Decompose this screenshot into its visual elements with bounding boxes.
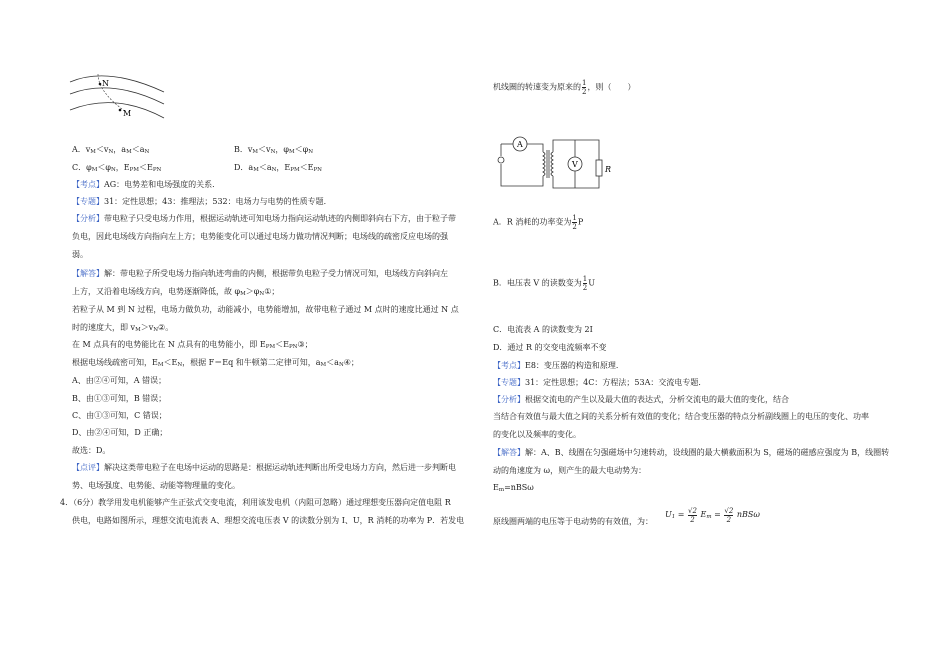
jieda-line-10: D、由②④可知，D 正确； [72,428,168,437]
voltmeter-label: V [572,160,578,169]
jieda-line-9: C、由①③可知，C 错误； [72,411,167,420]
jieda-line-11: 故选：D。 [72,446,111,455]
jieda-right-line-1: 【解答】解：A、B、线圈在匀强磁场中匀速转动，设线圈的最大横截面积为 S，磁场的磁感应强度为 B，线圈转 [493,448,890,457]
option-a: A．$v_M<v_N$，$a_M<a_N$ [72,145,150,155]
zhuanti-line: 【专题】31：定性思想；43：推理法；532：电场力与电势的性质专题． [72,197,332,206]
ammeter-label: A [517,140,523,149]
jieda-right-line-2: 动的角速度为 ω，则产生的最大电动势为： [493,466,647,475]
option-c-right: C．电流表 A 的读数变为 2I [493,325,593,334]
jieda-line-2: 上方，又沿着电场线方向，电势逐渐降低，故 $\varphi_M>\varphi_N①$； [72,287,280,297]
option-b: B．$v_M<v_N$，$\varphi_M<\varphi_N$ [234,145,314,155]
option-d-right: D．通过 R 的交变电流频率不变 [493,343,607,352]
question-4-line-1: 4．（6分）教学用发电机能够产生正弦式交变电流，利用该发电机（内阻可忽略）通过理想变压器向定值电阻 R [60,498,451,507]
kaodian-line: 【考点】AG：电势差和电场强度的关系． [72,180,221,189]
jieda-line-4: 时的速度大，即 $v_M>v_N②$。 [72,323,174,333]
effective-voltage-formula: $U_1$ = $\frac{√2}{2}$ $E_m$ = $\frac{√2}{2}$ nBSω [665,506,760,524]
jieda-right-line-3: $E_m=nBS\omega$ [493,483,534,493]
jieda-right-line-4: 原线圈两端的电压等于电动势的有效值，为： [493,517,653,526]
fenxi-line-1: 【分析】带电粒子只受电场力作用，根据运动轨迹可知电场力指向运动轨迹的内侧即斜向右下方，由于粒子带 [72,214,456,223]
jieda-line-7: A、由②④可知，A 错误； [72,376,167,385]
dianping-line-1: 【点评】解决这类带电粒子在电场中运动的思路是：根据运动轨迹判断出所受电场力方向，然后进一步判断电 [72,463,456,472]
kaodian-right: 【考点】E8：变压器的构造和原理． [493,361,624,370]
jieda-line-6: 根据电场线疏密可知，$E_M<E_N$，根据 F＝Eq 和牛顿第二定律可知，$a_M<a_N④$； [72,358,359,368]
fenxi-line-3: 弱。 [72,250,88,259]
jieda-line-1: 【解答】解：带电粒子所受电场力指向轨迹弯曲的内侧，根据带负电粒子受力情况可知，电场线方向斜向左 [72,269,448,278]
point-m-label: M [123,109,132,118]
fenxi-right-line-1: 【分析】根据交流电的产生以及最大值的表达式，分析交流电的最大值的变化，结合 [493,395,789,404]
jieda-line-3: 若粒子从 M 到 N 过程，电场力做负功，动能减小，电势能增加，故带电粒子通过 M 点时的速度比通过 N 点 [72,305,459,314]
option-c: C．$\varphi_M<\varphi_N$，$E_{PM}<E_{PN}$ [72,163,162,173]
question-4-continued: 机线圈的转速变为原来的 $\frac{1}{2}$ ，则（ ） [493,79,636,96]
jieda-line-8: B、由①③可知，B 错误； [72,394,167,403]
option-b-right: B．电压表 V 的读数变为 $\frac{1}{2}$ U [493,275,595,292]
zhuanti-right: 【专题】31：定性思想；4C：方程法；53A：交流电专题． [493,378,707,387]
dianping-line-2: 势、电场强度、电势能、动能等物理量的变化。 [72,481,240,490]
option-a-right: A．R 消耗的功率变为 $\frac{1}{2}$ P [493,214,584,231]
transformer-circuit-figure [495,132,620,194]
jieda-line-5: 在 M 点具有的电势能比在 N 点具有的电势能小，即 $E_{PM}<E_{PN}③$； [72,340,313,350]
fenxi-right-line-3: 的变化以及频率的变化。 [493,430,581,439]
fenxi-line-2: 负电，因此电场线方向指向左上方；电势能变化可以通过电场力做功情况判断；电场线的疏密反应电场的强 [72,232,448,241]
question-4-line-2: 供电，电路如图所示，理想交流电流表 A、理想交流电压表 V 的读数分别为 I、U，R 消耗的功率为 P．若发电 [72,516,465,525]
resistor-label: R [605,165,612,174]
fraction-half: $\frac{1}{2}$ [582,79,587,96]
option-d: D．$a_M<a_N$，$E_{PM}<E_{PN}$ [234,163,322,173]
fenxi-right-line-2: 当结合有效值与最大值之间的关系分析有效值的变化；结合变压器的特点分析副线圈上的电压的变化、功率 [493,412,869,421]
electric-field-figure [68,70,168,122]
point-n-label: N [102,79,109,88]
